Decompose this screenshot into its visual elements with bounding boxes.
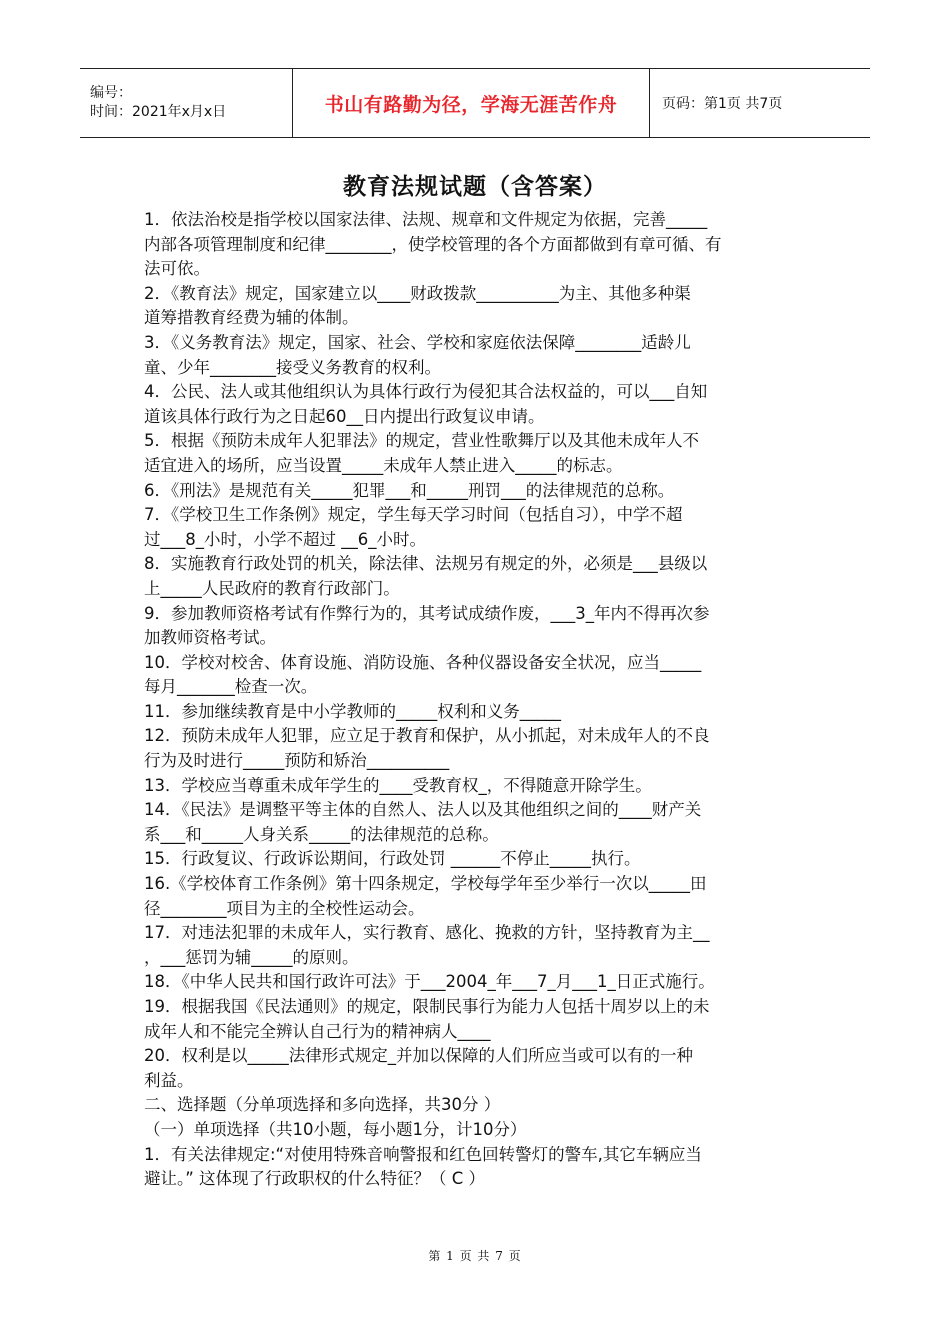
number-label: 编号： [90, 85, 132, 101]
question-line: 法可依。 [144, 259, 210, 279]
question-line: 行为及时进行_____预防和矫治__________ [144, 751, 450, 771]
header-motto: 书山有路勤为径，学海无涯苦作舟 [293, 69, 650, 137]
document-header [80, 68, 870, 138]
question-line: 10．学校对校舍、体育设施、消防设施、各种仪器设备安全状况，应当_____ [144, 652, 702, 672]
question-line: 过___8_小时，小学不超过 __6_小时。 [144, 529, 426, 549]
question-line: 每月_______检查一次。 [144, 677, 318, 697]
question-line: 18．《中华人民共和国行政许可法》于___2004_年___7_月___1_日正式施行。 [144, 972, 715, 992]
question-line: 5．根据《预防未成年人犯罪法》的规定，营业性歌舞厅以及其他未成年人不 [144, 431, 699, 451]
question-line: 4．公民、法人或其他组织认为具体行政行为侵犯其合法权益的，可以___自知 [144, 382, 708, 402]
question-line: 13．学校应当尊重未成年学生的____受教育权_，不得随意开除学生。 [144, 775, 652, 795]
time-label: 时间：2021年x月x日 [90, 104, 227, 120]
question-line: 成年人和不能完全辨认自己行为的精神病人____ [144, 1021, 491, 1041]
question-line: 15．行政复议、行政诉讼期间，行政处罚 ______不停止_____执行。 [144, 849, 641, 869]
question-line: 二、选择题（分单项选择和多向选择，共30分 ） [144, 1095, 501, 1115]
question-line: 6．《刑法》是规范有关_____犯罪___和_____刑罚___的法律规范的总称。 [144, 480, 675, 500]
question-line: 7．《学校卫生工作条例》规定，学生每天学习时间（包括自习），中学不超 [144, 505, 683, 525]
question-line: 17．对违法犯罪的未成年人，实行教育、感化、挽救的方针，坚持教育为主__ [144, 923, 710, 943]
question-line: 利益。 [144, 1070, 194, 1090]
page-title: 教育法规试题（含答案） [343, 174, 607, 200]
question-line: 9．参加教师资格考试有作弊行为的，其考试成绩作废，___3_年内不得再次参 [144, 603, 710, 623]
question-line: 1．依法治校是指学校以国家法律、法规、规章和文件规定为依据，完善_____ [144, 210, 708, 229]
question-line: 20．权利是以_____法律形式规定_并加以保障的人们所应当或可以有的一种 [144, 1046, 693, 1066]
question-line: 19．根据我国《民法通则》的规定，限制民事行为能力人包括十周岁以上的未 [144, 997, 710, 1016]
question-line: 加教师资格考试。 [144, 628, 276, 648]
page-footer: 第 1 页 共 7 页 [428, 1249, 522, 1263]
question-line: ，___惩罚为辅_____的原则。 [144, 947, 359, 967]
question-line: 1．有关法律规定:“对使用特殊音响警报和红色回转警灯的警车,其它车辆应当 [144, 1144, 702, 1164]
question-line: 3．《义务教育法》规定，国家、社会、学校和家庭依法保障________适龄儿 [144, 332, 691, 352]
header-meta [80, 69, 293, 137]
question-line: 避让。” 这体现了行政职权的什么特征？（ C ） [144, 1169, 486, 1189]
question-line: 适宜进入的场所，应当设置_____未成年人禁止进入_____的标志。 [144, 455, 623, 475]
question-line: 径________项目为主的全校性运动会。 [144, 898, 425, 918]
question-line: 童、少年________接受义务教育的权利。 [144, 357, 441, 377]
question-line: 道该具体行政行为之日起60__日内提出行政复议申请。 [144, 406, 545, 426]
question-line: 上_____人民政府的教育行政部门。 [144, 578, 400, 598]
question-line: 12．预防未成年人犯罪，应立足于教育和保护，从小抓起，对未成年人的不良 [144, 726, 710, 746]
question-line: 道筹措教育经费为辅的体制。 [144, 308, 359, 328]
question-line: 8．实施教育行政处罚的机关，除法律、法规另有规定的外，必须是___县级以 [144, 554, 708, 574]
question-line: 14．《民法》是调整平等主体的自然人、法人以及其他组织之间的____财产关 [144, 800, 702, 820]
question-line: 11．参加继续教育是中小学教师的_____权利和义务_____ [144, 701, 561, 721]
question-line: 系___和_____人身关系_____的法律规范的总称。 [144, 824, 499, 844]
question-body [144, 208, 804, 1192]
question-line: 16.《学校体育工作条例》第十四条规定，学校每学年至少举行一次以_____田 [144, 874, 707, 894]
header-page-info: 页码：第1页 共7页 [662, 96, 783, 112]
question-line: （一）单项选择（共10小题，每小题1分，计10分） [144, 1119, 527, 1139]
question-line: 2．《教育法》规定，国家建立以____财政拨款__________为主、其他多种渠 [144, 283, 691, 303]
question-line: 内部各项管理制度和纪律________，使学校管理的各个方面都做到有章可循、有 [144, 234, 722, 254]
